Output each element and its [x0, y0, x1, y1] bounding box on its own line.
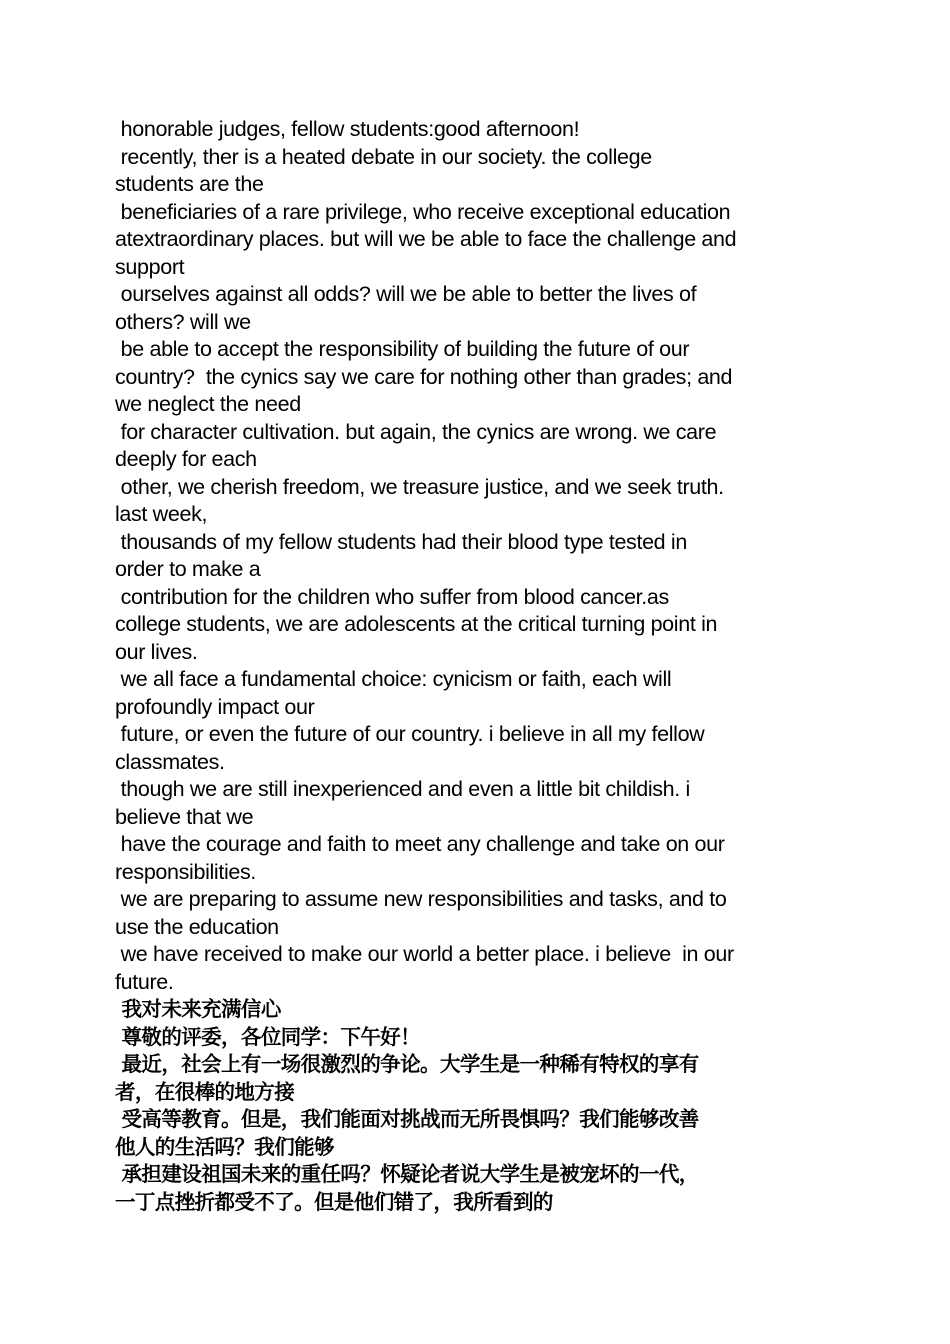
text-line: be able to accept the responsibility of building the future of our [115, 337, 690, 361]
text-line: college students, we are adolescents at the critical turning point in [115, 612, 718, 636]
text-line: beneficiaries of a rare privilege, who receive exceptional education [115, 199, 731, 224]
text-line: country? the cynics say we care for nothing other than grades; and [115, 364, 733, 389]
chinese-text-line: 承担建设祖国未来的重任吗？怀疑论者说大学生是被宠坏的一代， [115, 1162, 699, 1186]
text-line: honorable judges, fellow students:good afternoon! [115, 117, 580, 141]
text-line: use the education [115, 914, 279, 939]
chinese-text-line: 他人的生活吗？我们能够 [115, 1134, 334, 1159]
text-line: classmates. [115, 749, 225, 774]
chinese-text-line: 最近，社会上有一场很激烈的争论。大学生是一种稀有特权的享有 [115, 1052, 699, 1076]
text-line: profoundly impact our [115, 694, 315, 719]
text-line: deeply for each [115, 447, 257, 471]
chinese-text-line: 受高等教育。但是，我们能面对挑战而无所畏惧吗？我们能够改善 [115, 1107, 699, 1131]
text-line: for character cultivation. but again, the cynics are wrong. we care [115, 419, 717, 444]
text-line: though we are still inexperienced and even a little bit childish. i [115, 777, 690, 801]
text-line: others? will we [115, 309, 251, 334]
text-line: believe that we [115, 804, 254, 829]
text-line: future, or even the future of our country. i believe in all my fellow [115, 722, 705, 746]
text-line: atextraordinary places. but will we be able to face the challenge and [115, 227, 737, 251]
text-line: we have received to make our world a better place. i believe in our [115, 942, 734, 966]
chinese-text-line: 一丁点挫折都受不了。但是他们错了，我所看到的 [115, 1189, 553, 1214]
document-body [115, 116, 840, 1216]
text-line: students are the [115, 172, 264, 196]
text-line: we neglect the need [115, 392, 301, 416]
text-line: have the courage and faith to meet any challenge and take on our [115, 832, 725, 856]
text-line: future. [115, 969, 174, 994]
text-line: order to make a [115, 557, 261, 581]
text-line: recently, ther is a heated debate in our society. the college [115, 144, 652, 169]
text-line: responsibilities. [115, 859, 257, 884]
text-line: ourselves against all odds? will we be able to better the lives of [115, 282, 697, 306]
text-line: thousands of my fellow students had their blood type tested in [115, 529, 687, 554]
text-line: other, we cherish freedom, we treasure justice, and we seek truth. [115, 474, 724, 499]
text-line: support [115, 254, 185, 279]
text-line: our lives. [115, 639, 198, 664]
text-line: contribution for the children who suffer from blood cancer.as [115, 584, 669, 609]
text-line: we are preparing to assume new responsibilities and tasks, and to [115, 887, 727, 911]
chinese-text-line: 尊敬的评委，各位同学：下午好！ [115, 1024, 421, 1049]
text-line: we all face a fundamental choice: cynicism or faith, each will [115, 667, 672, 691]
text-line: last week, [115, 502, 208, 526]
chinese-title-line: 我对未来充满信心 [115, 997, 281, 1021]
chinese-text-line: 者，在很棒的地方接 [115, 1079, 295, 1104]
